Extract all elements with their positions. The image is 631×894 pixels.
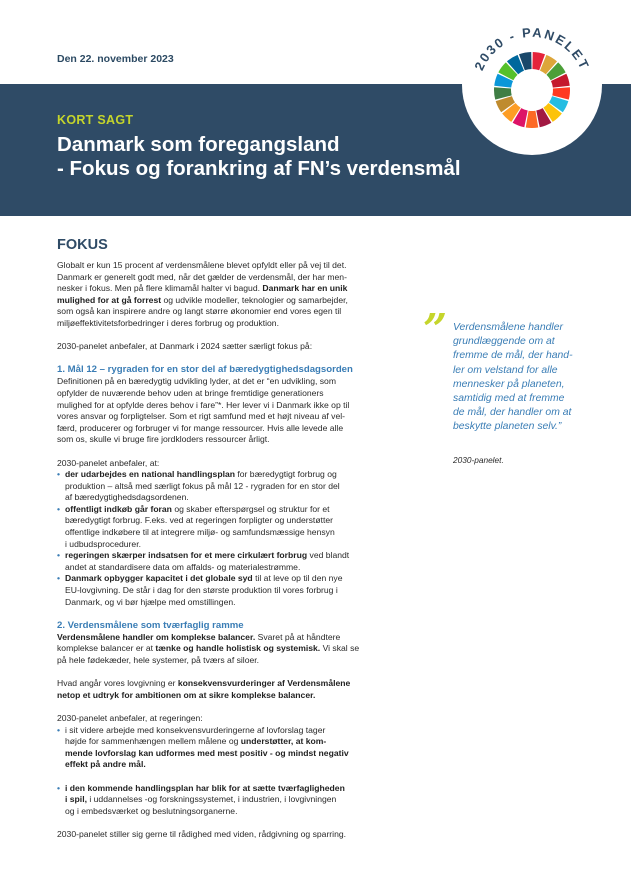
list-item: • Danmark opbygger kapacitet i det globale syd til at leve op til den nye EU-lovgivning. De står i dag for den største produktion til vores forbrug i Danmark, og vi bør hjælpe med omstillingen.	[57, 573, 409, 608]
pull-quote-line: grundlæggende om at	[453, 336, 555, 348]
body-line: Hvad angår vores lovgivning er konsekvensvurderinger af Verdensmålene	[57, 678, 351, 689]
intro-line: miljøeffektivitetsforbedringer i deres forbrug og produktion.	[57, 317, 279, 328]
subsection-heading-2: 2. Verdensmålene som tværfaglig ramme	[57, 619, 244, 631]
recommendation-list	[57, 469, 409, 608]
pull-quote-line: mennesker på planeten,	[453, 378, 565, 390]
list-item: • der udarbejdes en national handlingsplan for bæredygtigt forbrug og produktion – altså med særligt fokus på mål 12 - rygraden for en stor del af bæredygtighedsdagsordenen.	[57, 469, 409, 504]
intro-line: nesker i fokus. Men på flere klimamål halter vi bagud. Danmark har en unik	[57, 283, 348, 294]
recommendation-intro: 2030-panelet anbefaler, at Danmark i 2024 sætter særligt fokus på:	[57, 341, 313, 352]
quote-mark-icon: ”	[423, 305, 448, 354]
recommendation-list	[57, 783, 409, 818]
list-item: • i den kommende handlingsplan har blik for at sætte tværfagligheden i spil, i uddannelses -og forskningssystemet, i industrien, i lovgivningen og i embedsværket og beslutningsorganerne.	[57, 783, 409, 818]
logo-ring-text: 2030 - PANELET	[471, 24, 593, 73]
intro-line: mulighed for at gå forrest og udvikle modeller, teknologier og samarbejder,	[57, 294, 348, 305]
kicker-label: KORT SAGT	[57, 113, 134, 127]
quote-source: 2030-panelet.	[453, 455, 504, 465]
body-line: færd, producerer og forbruger vi for mange ressourcer. Hvis alle levede alle	[57, 422, 344, 433]
page-title-line-1: Danmark som foregangsland	[57, 133, 340, 156]
body-line: som os, skulle vi bruge fire jordkloders ressourcer årligt.	[57, 434, 270, 445]
intro-line: Globalt er kun 15 procent af verdensmålene blevet opfyldt eller på vej til det.	[57, 260, 347, 270]
body-line: Verdensmålene handler om komplekse balancer. Svaret på at håndtere	[57, 631, 341, 642]
list-item: • regeringen skærper indsatsen for et mere cirkulært forbrug ved blandt andet at standardisere data om affalds- og materialestrømme.	[57, 550, 409, 573]
subsection-heading-1: 1. Mål 12 – rygraden for en stor del af bæredygtighedsdagsorden	[57, 364, 353, 376]
sdg-wheel-icon	[457, 10, 607, 160]
page-title-line-2: - Fokus og forankring af FN’s verdensmål	[57, 157, 461, 180]
body-line: netop et udtryk for ambitionen om at sikre komplekse balancer.	[57, 689, 316, 700]
body-line: på hele fødekæder, hele systemer, på tværs af siloer.	[57, 655, 260, 665]
recommends-label: 2030-panelet anbefaler, at regeringen:	[57, 712, 203, 723]
body-line: mulighed for at opfylde deres behov i fare”*. Her lever vi i Danmark ikke op til	[57, 399, 350, 410]
pull-quote-line: fremme de mål, der hand-	[453, 350, 573, 362]
pull-quote	[453, 321, 603, 435]
list-item: • offentligt indkøb går foran og skaber efterspørgsel og struktur for et bæredygtigt forbrug. F.eks. ved at regeringen forpligter og understøtter offentlige indkøbere til at integrere miljø- og samfundsmæssige hensyn i udbudsprocedurer.	[57, 504, 409, 550]
list-item: • i sit videre arbejde med konsekvensvurderingerne af lovforslag tager højde for sammenhængen mellem målene og understøtter, at kom- mende lovforslag kan udformes med mest positiv - og mindst negativ effekt på andre mål.	[57, 725, 409, 771]
pull-quote-line: Verdensmålene handler	[453, 322, 563, 333]
intro-line: Danmark er generelt godt med, når det gælder de verdensmål, der har men-	[57, 271, 347, 282]
body-line: opfylder de nuværende behov uden at bringe fremtidige generationers	[57, 387, 324, 398]
body-line: komplekse balancer er at tænke og handle holistisk og systemisk. Vi skal se	[57, 643, 360, 654]
section-heading: FOKUS	[57, 237, 108, 253]
body-line: vores ansvar og forpligtelser. Som et rigt samfund med et højt niveau af vel-	[57, 411, 346, 422]
main-column	[57, 236, 409, 841]
page-title	[57, 133, 461, 181]
pull-quote-line: samtidig med at fremme	[453, 393, 565, 405]
document-date: Den 22. november 2023	[57, 53, 174, 65]
body-line: Definitionen på en bæredygtig udvikling lyder, at det er “en udvikling, som	[57, 376, 336, 387]
pull-quote-line: beskytte planeten selv.”	[453, 421, 562, 433]
pull-quote-line: ler om velstand for alle	[453, 364, 558, 376]
pull-quote-line: de mål, der handler om at	[453, 407, 572, 419]
recommendation-list	[57, 725, 409, 771]
recommends-label: 2030-panelet anbefaler, at:	[57, 457, 160, 468]
closing-line: 2030-panelet stiller sig gerne til rådighed med viden, rådgivning og sparring.	[57, 828, 347, 839]
intro-line: som også kan inspirere andre og langt større økonomier end vores egen til	[57, 306, 342, 317]
